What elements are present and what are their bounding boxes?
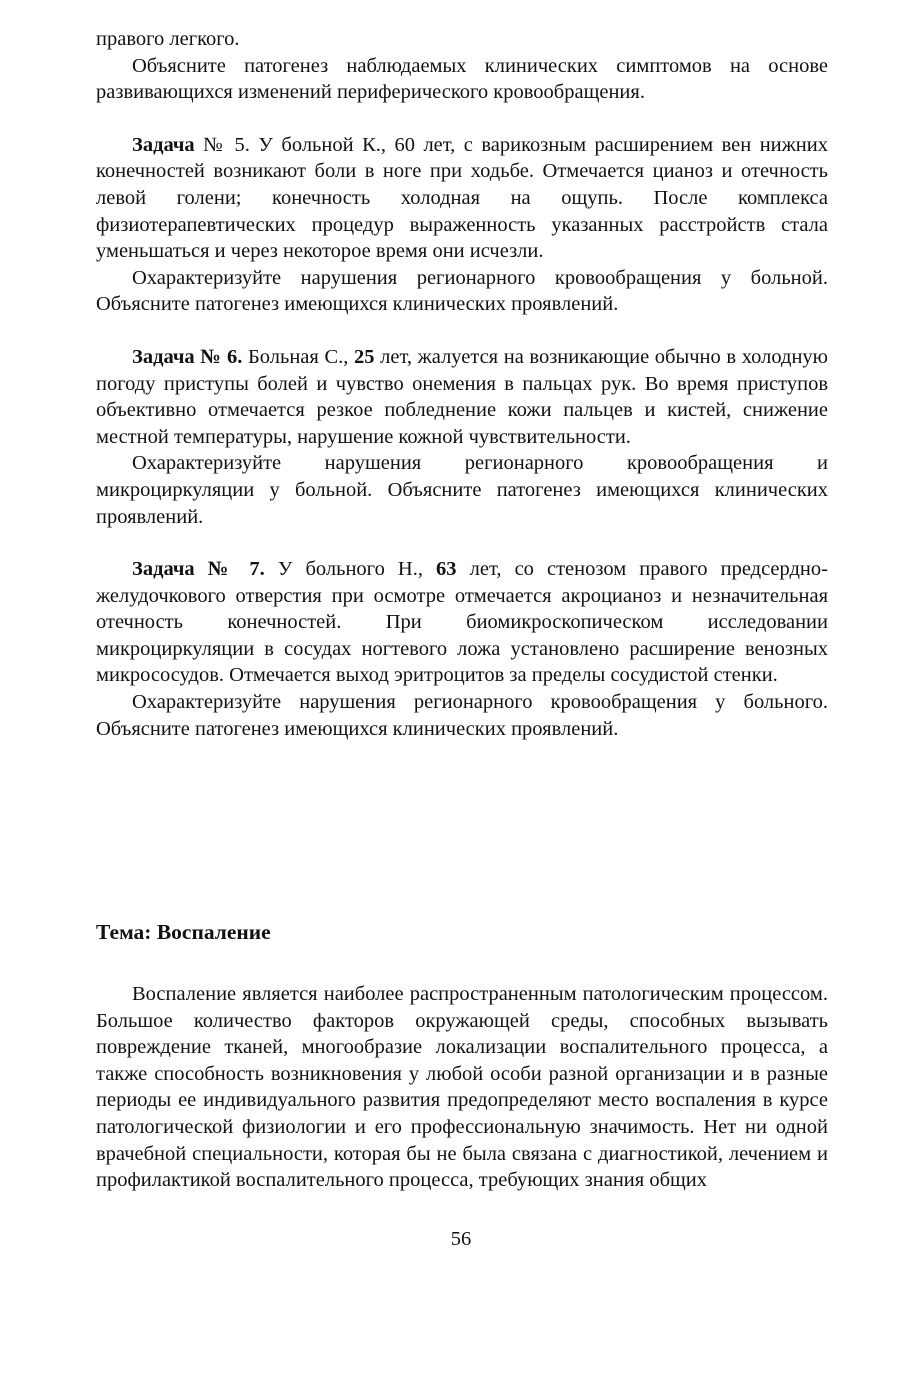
topic-intro-paragraph: Воспаление является наиболее распространенным патологическим процессом. Большое количество факторов окружающей среды, способных вызывать повреждение тканей, многообразие локализации воспалительного процесса, а также способность возникновения у любой особи разной организации и в разные периоды ее индивидуального развития предопределяют место воспаления в курсе патологической физиологии и его профессиональную значимость. Нет ни одной врачебной специальности, которая бы не была связана с диагностикой, лечением и профилактикой воспалительного процесса, требующих знания общих [96, 983, 828, 1192]
task-6-text-before: Больная С., [242, 345, 355, 368]
topic-intro [96, 981, 828, 1194]
spacer [96, 106, 828, 132]
task-7 [96, 556, 828, 742]
task-7-condition [96, 556, 828, 689]
task-5-number: № 5. [203, 133, 250, 156]
task-6 [96, 344, 828, 530]
spacer [96, 318, 828, 344]
task-6-text-after: лет, жалуется на возникающие обычно в холодную погоду приступы болей и чувство онемения в пальцах рук. Во время приступов объективно отмечается резкое побледнение кожи пальцев и кистей, снижение местной температуры, нарушение кожной чувствительности. [96, 345, 828, 448]
task-7-text-before: У больного Н., [264, 558, 437, 581]
page-number: 56 [450, 1228, 472, 1250]
task-5-text: У больной К., 60 лет, с варикозным расширением вен нижних конечностей возникают боли в ноге при ходьбе. Отмечается цианоз и отечность левой голени; конечность холодная на ощупь. После комплекса физиотерапевтических процедур выраженность указанных расстройств стала уменьшаться и через некоторое время они исчезли. [96, 133, 829, 263]
task-6-condition [96, 344, 828, 450]
continuation-question: Объясните патогенез наблюдаемых клинических симптомов на основе развивающихся изменений периферического кровообращения. [96, 54, 828, 104]
task-6-age: 25 [354, 345, 375, 368]
task-5-title: Задача [132, 133, 195, 156]
task-7-title: Задача № 7. [132, 558, 265, 581]
spacer [96, 530, 828, 556]
task-5-question: Охарактеризуйте нарушения регионарного кровообращения у больной. Объясните патогенез имеющихся клинических проявлений. [96, 266, 828, 316]
task-5-condition [96, 132, 828, 265]
page-body [96, 26, 828, 742]
continuation-line: правого легкого. [96, 28, 240, 50]
task-7-text-after: лет, со стенозом правого предсердно-желудочкового отверстия при осмотре отмечается акроцианоз и незначительная отечность конечностей. При биомикроскопическом исследовании микроциркуляции в сосудах ногтевого ложа установлено расширение венозных микрососудов. Отмечается выход эритроцитов за пределы сосудистой стенки. [96, 558, 828, 687]
topic-heading: Тема: Воспаление [96, 920, 271, 944]
task-7-age: 63 [436, 558, 457, 581]
task-5 [96, 132, 828, 318]
task-7-question: Охарактеризуйте нарушения регионарного кровообращения у больного. Объясните патогенез имеющихся клинических проявлений. [96, 691, 828, 740]
task-6-title: Задача № 6. [132, 345, 243, 368]
task-6-question: Охарактеризуйте нарушения регионарного кровообращения и микроциркуляции у больной. Объясните патогенез имеющихся клинических проявлений. [96, 452, 828, 528]
